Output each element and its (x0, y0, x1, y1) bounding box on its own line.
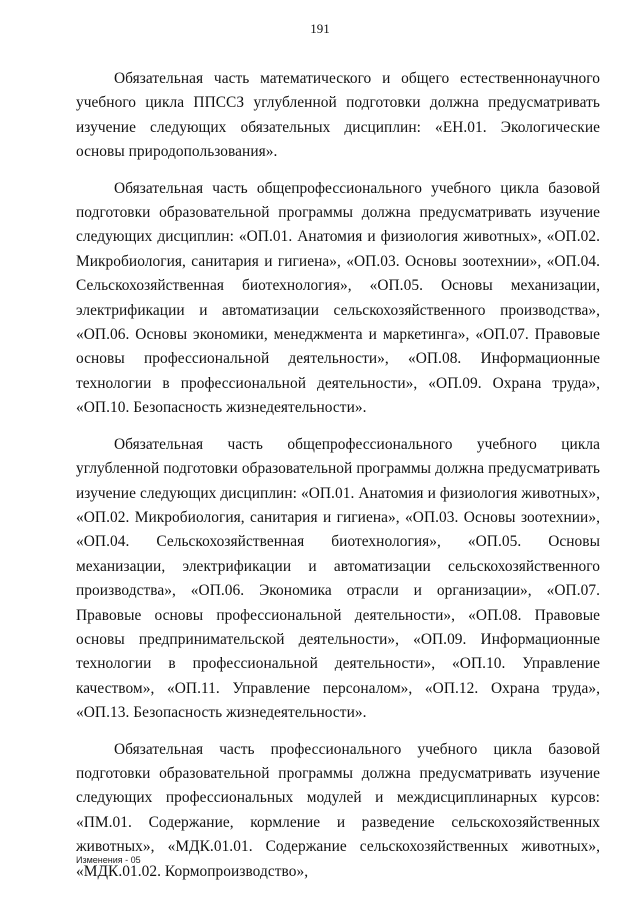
paragraph-general-professional-advanced: Обязательная часть общепрофессионального учебного цикла углубленной подготовки образовательной программы должна предусматривать изучение следующих дисциплин: «ОП.01. Анатомия и физиология животных», «ОП.02. Микробиология, санитария и гигиена», «ОП.03. Основы зоотехнии», «ОП.04. Сельскохозяйственная биотехнология», «ОП.05. Основы механизации, электрификации и автоматизации сельскохозяйственного производства», «ОП.06. Экономика отрасли и организации», «ОП.07. Правовые основы профессиональной деятельности», «ОП.08. Правовые основы предпринимательской деятельности», «ОП.09. Информационные технологии в профессиональной деятельности», «ОП.10. Управление качеством», «ОП.11. Управление персоналом», «ОП.12. Охрана труда», «ОП.13. Безопасность жизнедеятельности». (76, 435, 600, 722)
page-number: 191 (310, 21, 330, 36)
paragraph-general-professional-basic: Обязательная часть общепрофессионального учебного цикла базовой подготовки образовательной программы должна предусматривать изучение следующих дисциплин: «ОП.01. Анатомия и физиология животных», «ОП.02. Микробиология, санитария и гигиена», «ОП.03. Основы зоотехнии», «ОП.04. Сельскохозяйственная биотехнология», «ОП.05. Основы механизации, электрификации и автоматизации сельскохозяйственного производства», «ОП.06. Основы экономики, менеджмента и маркетинга», «ОП.07. Правовые основы профессиональной деятельности», «ОП.08. Информационные технологии в профессиональной деятельности», «ОП.09. Охрана труда», «ОП.10. Безопасность жизнедеятельности». (76, 179, 600, 417)
paragraph-professional-cycle-basic: Обязательная часть профессионального учебного цикла базовой подготовки образовательной программы должна предусматривать изучение следующих профессиональных модулей и междисциплинарных курсов: «ПМ.01. Содержание, кормление и разведение сельскохозяйственных животных», «МДК.01.01. Содержание сельскохозяйственных животных», «МДК.01.02. Кормопроизводство», (76, 740, 600, 880)
page-body (76, 67, 600, 896)
footer-revision-note: Изменения - 05 (76, 855, 141, 865)
paragraph-natural-science-cycle: Обязательная часть математического и общего естественнонаучного учебного цикла ППССЗ углубленной подготовки должна предусматривать изучение следующих обязательных дисциплин: «ЕН.01. Экологические основы природопользования». (76, 70, 600, 161)
